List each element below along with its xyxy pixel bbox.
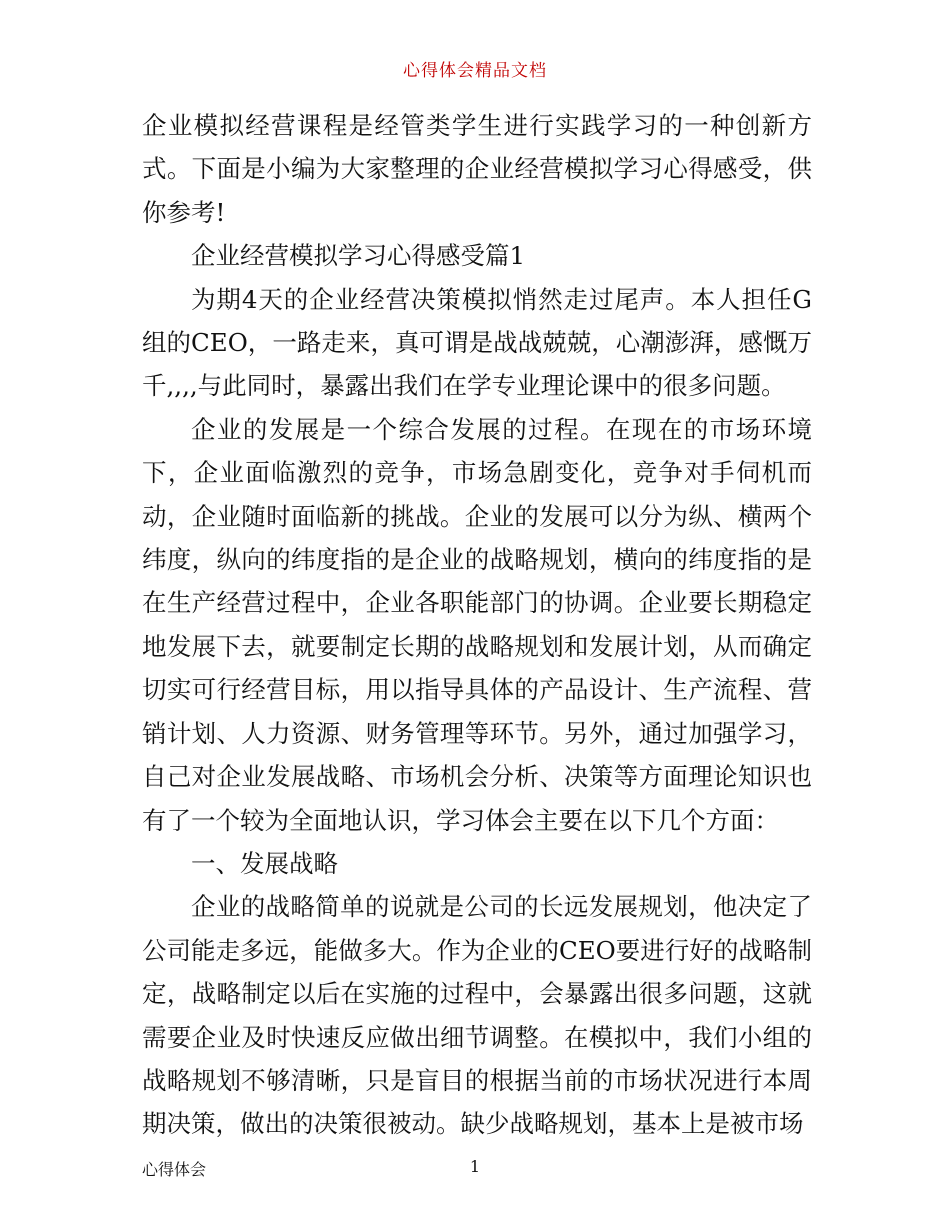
paragraph-2: 企业的发展是一个综合发展的过程。在现在的市场环境下，企业面临激烈的竞争，市场急剧变化，竞争对手伺机而动，企业随时面临新的挑战。企业的发展可以分为纵、横两个纬度，纵向的纬度指的是企业的战略规划，横向的纬度指的是在生产经营过程中，企业各职能部门的协调。企业要长期稳定地发展下去，就要制定长期的战略规划和发展计划，从而确定切实可行经营目标，用以指导具体的产品设计、生产流程、营销计划、人力资源、财务管理等环节。另外，通过加强学习，自己对企业发展战略、市场机会分析、决策等方面理论知识也有了一个较为全面地认识，学习体会主要在以下几个方面： [142, 414, 812, 835]
paragraph-1: 为期4天的企业经营决策模拟悄然走过尾声。本人担任G组的CEO，一路走来，真可谓是战战兢兢，心潮澎湃，感慨万千,,,,与此同时，暴露出我们在学专业理论课中的很多问题。 [142, 284, 812, 401]
paragraph-3: 企业的战略简单的说就是公司的长远发展规划，他决定了公司能走多远，能做多大。作为企业的CEO要进行好的战略制定，战略制定以后在实施的过程中，会暴露出很多问题，这就需要企业及时快速反应做出细节调整。在模拟中，我们小组的战略规划不够清晰，只是盲目的根据当前的市场状况进行本周期决策，做出的决策很被动。缺少战略规划，基本上是被市场 [142, 892, 812, 1139]
page-number: 1 [469, 1157, 481, 1176]
intro-paragraph: 企业模拟经营课程是经管类学生进行实践学习的一种创新方式。下面是小编为大家整理的企业经营模拟学习心得感受，供你参考! [142, 111, 812, 227]
subheading-development-strategy: 一、发展战略 [191, 848, 338, 878]
document-body [142, 104, 812, 1146]
section-title: 企业经营模拟学习心得感受篇1 [191, 241, 526, 271]
footer-label: 心得体会 [142, 1160, 207, 1179]
page-header-title: 心得体会精品文档 [403, 61, 547, 81]
